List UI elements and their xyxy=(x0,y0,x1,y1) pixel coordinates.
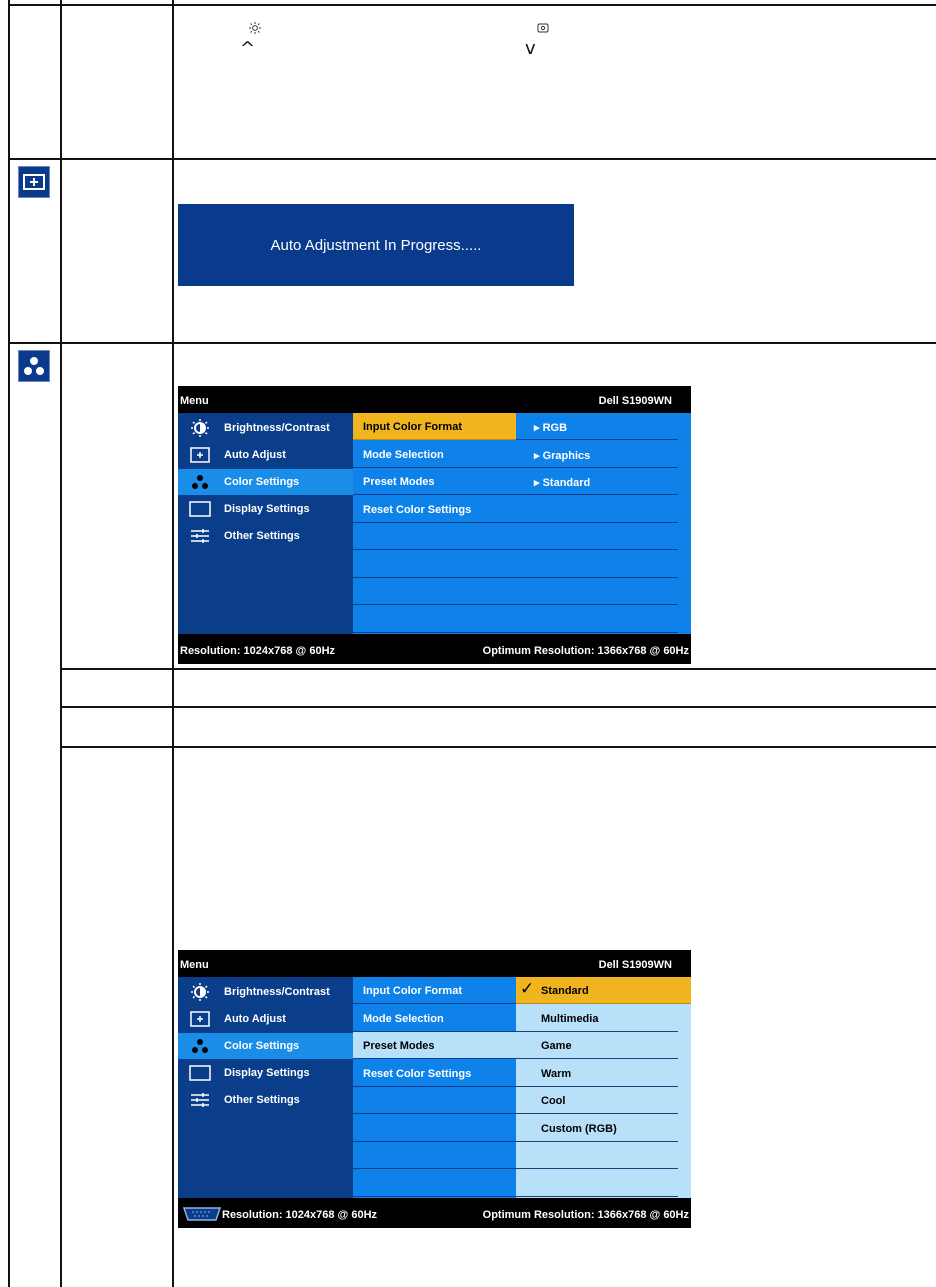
osd-submenu-item[interactable]: Reset Color Settings xyxy=(353,496,516,523)
osd-submenu-item[interactable]: Mode Selection xyxy=(353,1005,516,1032)
osd-menu-item-color-settings[interactable] xyxy=(178,1033,353,1059)
auto-adjust-icon xyxy=(188,1010,212,1028)
osd-value-rgb: RGB xyxy=(542,422,568,434)
color-settings-icon xyxy=(18,350,50,382)
osd-submenu-empty xyxy=(353,606,516,633)
auto-adjust-icon xyxy=(18,166,50,198)
table-col-divider-2 xyxy=(172,0,174,1287)
osd-preset-item-multimedia[interactable]: Multimedia xyxy=(516,1005,678,1032)
osd-value-standard: Standard xyxy=(542,477,591,489)
other-settings-icon xyxy=(188,1091,212,1109)
osd-left-menu xyxy=(178,413,353,634)
osd-menu-input-color-format xyxy=(178,386,691,664)
osd-submenu-empty xyxy=(353,551,516,578)
row-divider xyxy=(60,668,936,670)
osd-menu-item-auto-adjust[interactable] xyxy=(178,1006,353,1032)
osd-value-empty xyxy=(516,578,678,605)
row-divider xyxy=(8,342,936,344)
osd-submenu-empty xyxy=(353,1115,516,1142)
osd-menu-item-label: Other Settings xyxy=(224,1094,300,1106)
brightness-icon xyxy=(188,983,212,1001)
osd-preset-item-game[interactable]: Game xyxy=(516,1032,678,1059)
osd-value-column xyxy=(516,413,691,634)
osd-footer xyxy=(178,636,691,664)
check-icon: ✓ xyxy=(520,979,535,999)
osd-value-graphics: Graphics xyxy=(542,450,591,462)
color-settings-icon xyxy=(188,473,212,491)
osd-submenu-item[interactable]: Preset Modes xyxy=(353,468,516,495)
osd-optimum-resolution: Optimum Resolution: 1366x768 @ 60Hz xyxy=(482,645,689,657)
osd-value-item: ▸ Graphics xyxy=(516,441,678,468)
auto-adjust-icon xyxy=(537,22,549,34)
row-divider xyxy=(60,706,936,708)
osd-menu-item-label: Brightness/Contrast xyxy=(224,986,330,998)
osd-submenu xyxy=(353,413,516,634)
osd-preset-list xyxy=(516,977,691,1198)
osd-menu-item-other-settings[interactable] xyxy=(178,523,353,549)
osd-menu-item-label: Display Settings xyxy=(224,503,310,515)
osd-submenu-empty xyxy=(353,523,516,550)
osd-preset-item-custom[interactable]: Custom (RGB) xyxy=(516,1115,678,1142)
row-divider xyxy=(8,158,936,160)
osd-title-bar xyxy=(178,950,691,977)
display-settings-icon xyxy=(188,1064,212,1082)
osd-menu-item-color-settings[interactable] xyxy=(178,469,353,495)
osd-menu-item-label: Color Settings xyxy=(224,1040,300,1052)
osd-menu-item-label: Color Settings xyxy=(224,476,300,488)
osd-model-name: Dell S1909WN xyxy=(598,395,672,407)
osd-submenu-item[interactable]: Preset Modes xyxy=(353,1032,516,1059)
osd-submenu-empty xyxy=(353,1142,516,1169)
osd-optimum-resolution: Optimum Resolution: 1366x768 @ 60Hz xyxy=(482,1209,689,1221)
osd-value-empty xyxy=(516,606,678,633)
osd-value-item: ▸ Standard xyxy=(516,468,678,495)
osd-menu-preset-modes xyxy=(178,950,691,1228)
osd-title-bar xyxy=(178,386,691,413)
osd-menu-item-label: Other Settings xyxy=(224,530,300,542)
osd-resolution: Resolution: 1024x768 @ 60Hz xyxy=(222,1209,378,1221)
auto-adjust-progress-box xyxy=(178,204,574,286)
auto-adjust-message: Auto Adjustment In Progress..... xyxy=(270,236,482,254)
osd-submenu-empty xyxy=(353,1087,516,1114)
display-settings-icon xyxy=(188,500,212,518)
osd-value-empty xyxy=(516,551,678,578)
osd-menu-item-brightness[interactable] xyxy=(178,979,353,1005)
osd-preset-empty xyxy=(516,1142,678,1169)
vga-connector-icon xyxy=(180,1204,224,1224)
osd-menu-item-display-settings[interactable] xyxy=(178,1060,353,1086)
up-arrow-icon: ^ xyxy=(240,38,256,59)
osd-preset-item-cool[interactable]: Cool xyxy=(516,1087,678,1114)
osd-submenu-empty xyxy=(353,1170,516,1197)
table-col-divider-1 xyxy=(60,0,62,1287)
osd-menu-item-brightness[interactable] xyxy=(178,415,353,441)
osd-submenu-empty xyxy=(353,578,516,605)
osd-preset-empty xyxy=(516,1170,678,1197)
osd-submenu-item[interactable]: Mode Selection xyxy=(353,441,516,468)
osd-value-item: ▸ RGB xyxy=(516,413,678,440)
osd-menu-item-auto-adjust[interactable] xyxy=(178,442,353,468)
osd-menu-item-label: Auto Adjust xyxy=(224,449,286,461)
osd-preset-item-warm[interactable]: Warm xyxy=(516,1060,678,1087)
osd-submenu xyxy=(353,977,516,1198)
table-left-border xyxy=(8,0,10,1287)
other-settings-icon xyxy=(188,527,212,545)
osd-submenu-item[interactable]: Input Color Format xyxy=(353,977,516,1004)
osd-value-empty xyxy=(516,496,678,523)
osd-menu-item-other-settings[interactable] xyxy=(178,1087,353,1113)
auto-adjust-icon xyxy=(188,446,212,464)
osd-menu-title: Menu xyxy=(180,395,209,407)
brightness-icon xyxy=(249,22,261,34)
osd-menu-item-display-settings[interactable] xyxy=(178,496,353,522)
color-settings-icon xyxy=(188,1037,212,1055)
osd-menu-item-label: Brightness/Contrast xyxy=(224,422,330,434)
osd-value-empty xyxy=(516,523,678,550)
osd-menu-item-label: Display Settings xyxy=(224,1067,310,1079)
osd-left-menu xyxy=(178,977,353,1198)
row-divider xyxy=(60,746,936,748)
osd-model-name: Dell S1909WN xyxy=(598,959,672,971)
osd-resolution: Resolution: 1024x768 @ 60Hz xyxy=(180,645,336,657)
osd-submenu-item[interactable]: Input Color Format xyxy=(353,413,516,440)
osd-footer xyxy=(178,1200,691,1228)
osd-menu-title: Menu xyxy=(180,959,209,971)
row-divider xyxy=(8,4,936,6)
osd-preset-item-standard[interactable]: ✓ Standard xyxy=(516,977,691,1004)
brightness-icon xyxy=(188,419,212,437)
osd-submenu-item[interactable]: Reset Color Settings xyxy=(353,1060,516,1087)
osd-menu-item-label: Auto Adjust xyxy=(224,1013,286,1025)
down-arrow-icon: v xyxy=(525,38,536,59)
